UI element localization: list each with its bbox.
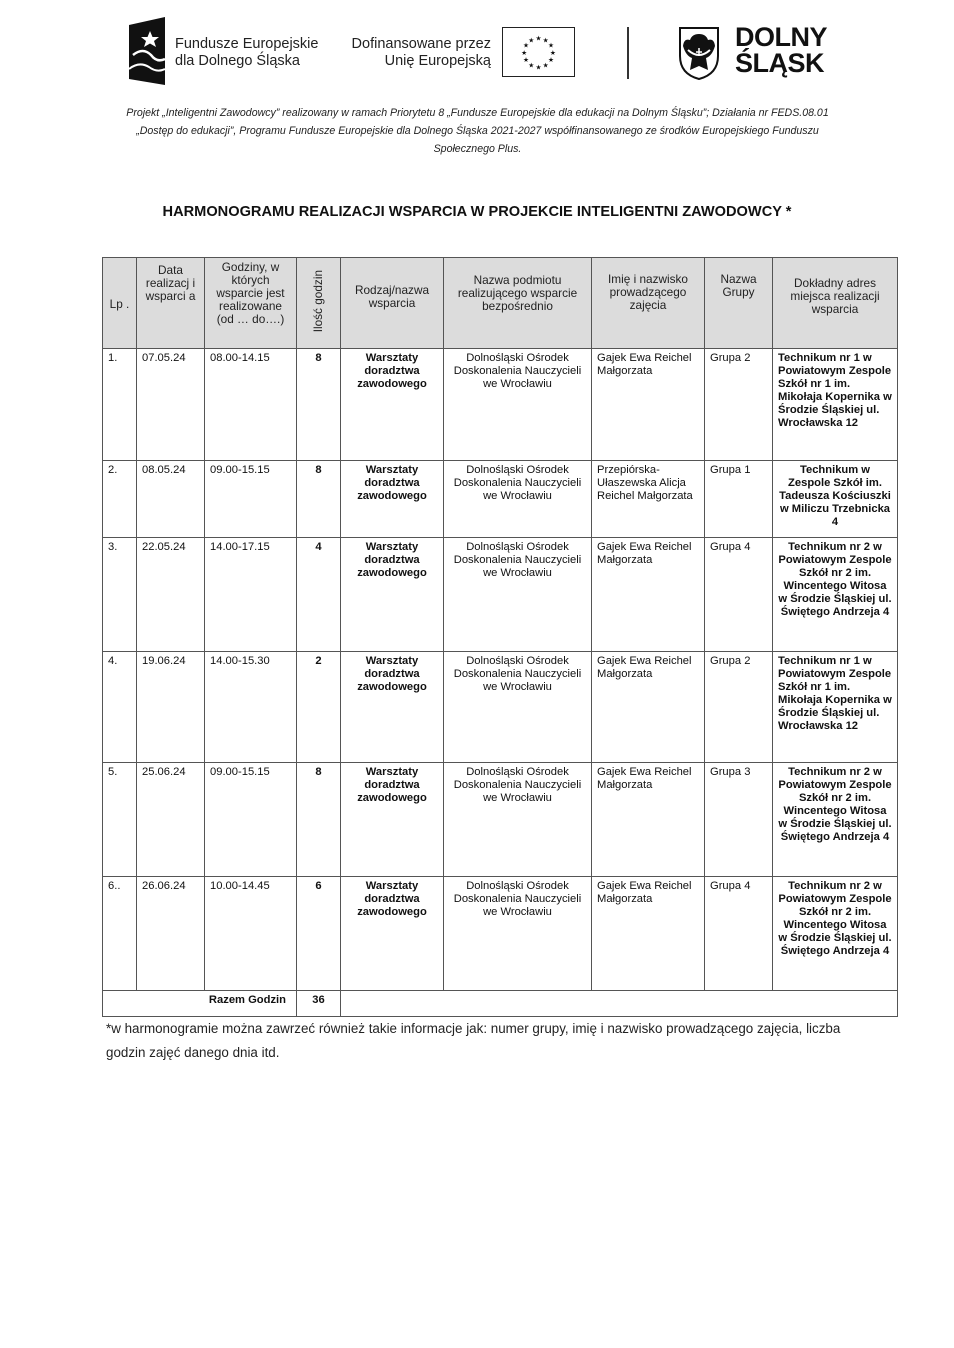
cell-hours: 09.00-15.15: [205, 461, 297, 538]
dolny-slask-wordmark: [735, 24, 827, 76]
cell-hours: 10.00-14.45: [205, 877, 297, 991]
cell-address: Technikum w Zespole Szkół im. Tadeusza Kościuszki w Miliczu Trzebnicka 4: [773, 461, 898, 538]
cell-count: 8: [297, 461, 341, 538]
cell-person: Gajek Ewa Reichel Małgorzata: [592, 877, 705, 991]
header-count: [297, 258, 341, 349]
svg-text:★: ★: [547, 41, 554, 50]
cell-entity: Dolnośląski Ośrodek Doskonalenia Nauczycieli we Wrocławiu: [444, 652, 592, 763]
cell-entity: Dolnośląski Ośrodek Doskonalenia Nauczycieli we Wrocławiu: [444, 877, 592, 991]
cell-group: Grupa 2: [705, 652, 773, 763]
ds-line1: DOLNY: [735, 22, 827, 52]
project-intro: Projekt „Inteligentni Zawodowcy” realizowany w ramach Priorytetu 8 „Fundusze Europejskie dla edukacji na Dolnym Śląsku”; Działania nr FEDS.08.01 „Dostęp do edukacji”, Programu Fundusze Europejskie dla Dolnego Śląska 2021-2027 współfinansowanego ze środków Europejskiego Funduszu Społecznego Plus.: [126, 107, 829, 155]
header-type: Rodzaj/nazwa wsparcia: [341, 258, 444, 349]
eu-line1: Dofinansowane przez: [351, 36, 491, 52]
svg-text:★: ★: [523, 41, 530, 50]
cell-person: Przepiórska-Ułaszewska Alicja Reichel Małgorzata: [592, 461, 705, 538]
cell-person: Gajek Ewa Reichel Małgorzata: [592, 538, 705, 652]
cell-person: Gajek Ewa Reichel Małgorzata: [592, 763, 705, 877]
cell-address: Technikum nr 2 w Powiatowym Zespole Szkół nr 2 im. Wincentego Witosa w Środzie Śląskiej ul. Świętego Andrzeja 4: [773, 538, 898, 652]
total-empty: [341, 991, 898, 1017]
cell-hours: 14.00-15.30: [205, 652, 297, 763]
fe-logo-line2: dla Dolnego Śląska: [175, 53, 300, 69]
lower-silesia-eagle-crest-icon: [678, 26, 720, 80]
cell-type: Warsztaty doradztwa zawodowego: [341, 877, 444, 991]
fe-logo-line1: Fundusze Europejskie: [175, 36, 319, 52]
table-row: [103, 538, 898, 652]
cell-date: 19.06.24: [137, 652, 205, 763]
eu-line2: Unię Europejską: [384, 53, 491, 69]
header-entity: Nazwa podmiotu realizującego wsparcie bezpośrednio: [444, 258, 592, 349]
svg-text:★: ★: [528, 36, 535, 45]
cell-address: Technikum nr 2 w Powiatowym Zespole Szkół nr 2 im. Wincentego Witosa w Środzie Śląskiej ul. Świętego Andrzeja 4: [773, 763, 898, 877]
header-date: Data realizacj i wsparci a: [137, 258, 205, 349]
cell-date: 07.05.24: [137, 349, 205, 461]
cell-entity: Dolnośląski Ośrodek Doskonalenia Nauczycieli we Wrocławiu: [444, 538, 592, 652]
cell-group: Grupa 1: [705, 461, 773, 538]
total-row: [103, 991, 898, 1017]
cell-person: Gajek Ewa Reichel Małgorzata: [592, 349, 705, 461]
cell-count: 8: [297, 349, 341, 461]
cell-entity: Dolnośląski Ośrodek Doskonalenia Nauczycieli we Wrocławiu: [444, 763, 592, 877]
table-row: [103, 763, 898, 877]
fe-logo-text: [175, 36, 318, 70]
ds-line2: ŚLĄSK: [735, 48, 825, 78]
table-row: [103, 461, 898, 538]
cell-hours: 14.00-17.15: [205, 538, 297, 652]
table-row: [103, 877, 898, 991]
svg-text:★: ★: [521, 48, 528, 57]
svg-text:★: ★: [528, 61, 535, 70]
svg-text:★: ★: [523, 56, 530, 65]
cell-count: 4: [297, 538, 341, 652]
eu-funding-text: [347, 36, 491, 70]
cell-date: 25.06.24: [137, 763, 205, 877]
total-label: Razem Godzin: [103, 991, 297, 1017]
logo-separator: [627, 27, 629, 79]
cell-address: Technikum nr 1 w Powiatowym Zespole Szkół nr 1 im. Mikołaja Kopernika w Środzie Śląskiej ul. Wrocławska 12: [773, 652, 898, 763]
cell-group: Grupa 4: [705, 538, 773, 652]
cell-type: Warsztaty doradztwa zawodowego: [341, 538, 444, 652]
fe-star-logo-icon: [129, 17, 165, 85]
eu-flag-icon: [502, 27, 575, 77]
cell-type: Warsztaty doradztwa zawodowego: [341, 461, 444, 538]
table-header-row: [103, 258, 898, 349]
cell-hours: 08.00-14.15: [205, 349, 297, 461]
footnote: *w harmonogramie można zawrzeć również takie informacje jak: numer grupy, imię i nazwisko prowadzącego zajęcia, liczba godzin zajęć danego dnia itd.: [106, 1021, 841, 1060]
header-hours: Godziny, w których wsparcie jest realizowane (od … do….): [205, 258, 297, 349]
cell-type: Warsztaty doradztwa zawodowego: [341, 763, 444, 877]
table-row: [103, 652, 898, 763]
cell-count: 6: [297, 877, 341, 991]
cell-lp: 6..: [103, 877, 137, 991]
cell-count: 2: [297, 652, 341, 763]
header-count-label: Ilość godzin: [311, 270, 325, 333]
svg-text:★: ★: [547, 56, 554, 65]
header-group: Nazwa Grupy: [705, 258, 773, 349]
cell-group: Grupa 2: [705, 349, 773, 461]
cell-date: 22.05.24: [137, 538, 205, 652]
svg-text:★: ★: [542, 61, 549, 70]
cell-address: Technikum nr 1 w Powiatowym Zespole Szkół nr 1 im. Mikołaja Kopernika w Środzie Śląskiej ul. Wrocławska 12: [773, 349, 898, 461]
cell-lp: 1.: [103, 349, 137, 461]
cell-lp: 2.: [103, 461, 137, 538]
svg-text:★: ★: [542, 36, 549, 45]
cell-count: 8: [297, 763, 341, 877]
cell-date: 26.06.24: [137, 877, 205, 991]
cell-type: Warsztaty doradztwa zawodowego: [341, 349, 444, 461]
page-title: HARMONOGRAMU REALIZACJI WSPARCIA W PROJEKCIE INTELIGENTNI ZAWODOWCY *: [162, 204, 792, 220]
cell-group: Grupa 4: [705, 877, 773, 991]
cell-hours: 09.00-15.15: [205, 763, 297, 877]
table-row: [103, 349, 898, 461]
header-lp: Lp .: [103, 258, 137, 349]
header-address: Dokładny adres miejsca realizacji wsparcia: [773, 258, 898, 349]
cell-date: 08.05.24: [137, 461, 205, 538]
cell-lp: 5.: [103, 763, 137, 877]
svg-text:★: ★: [535, 63, 542, 72]
svg-text:★: ★: [535, 34, 542, 43]
svg-text:★: ★: [549, 48, 556, 57]
cell-entity: Dolnośląski Ośrodek Doskonalenia Nauczycieli we Wrocławiu: [444, 349, 592, 461]
cell-group: Grupa 3: [705, 763, 773, 877]
cell-address: Technikum nr 2 w Powiatowym Zespole Szkół nr 2 im. Wincentego Witosa w Środzie Śląskiej ul. Świętego Andrzeja 4: [773, 877, 898, 991]
header-person: Imię i nazwisko prowadzącego zajęcia: [592, 258, 705, 349]
cell-type: Warsztaty doradztwa zawodowego: [341, 652, 444, 763]
cell-lp: 4.: [103, 652, 137, 763]
cell-lp: 3.: [103, 538, 137, 652]
schedule-table: [102, 257, 898, 1017]
cell-entity: Dolnośląski Ośrodek Doskonalenia Nauczycieli we Wrocławiu: [444, 461, 592, 538]
total-value: 36: [297, 991, 341, 1017]
cell-person: Gajek Ewa Reichel Małgorzata: [592, 652, 705, 763]
